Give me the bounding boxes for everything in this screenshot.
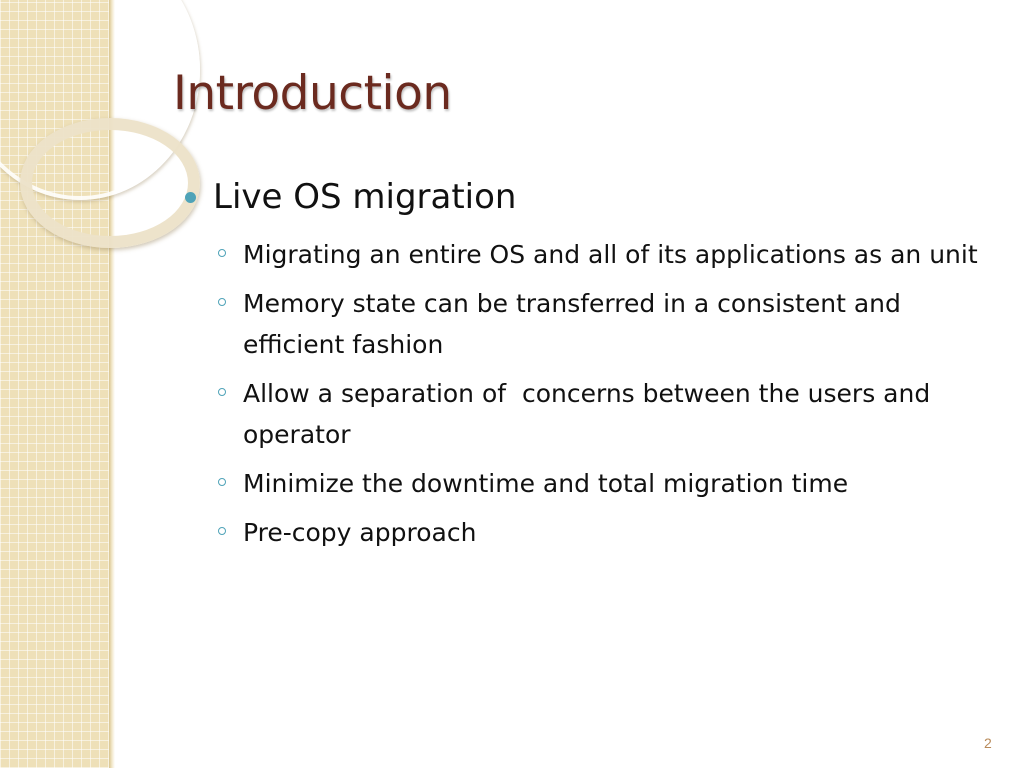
sub-bullet-circle-icon — [218, 527, 226, 535]
slide-title: Introduction — [173, 66, 452, 121]
page-number: 2 — [984, 735, 992, 751]
sub-bullet-text: Minimize the downtime and total migration time — [243, 469, 849, 498]
sub-bullet-circle-icon — [218, 388, 226, 396]
sub-bullet-text: Pre-copy approach — [243, 518, 477, 547]
bullet-dot-icon — [185, 192, 196, 203]
decorative-ring-inner — [20, 118, 200, 248]
sub-bullet-text: Migrating an entire OS and all of its applications as an unit — [243, 240, 978, 269]
sub-bullet-text: Allow a separation of concerns between the users and operator — [243, 379, 939, 449]
sub-bullet-item — [185, 234, 995, 275]
sub-bullet-list — [185, 234, 995, 553]
bullet-level-1 — [185, 174, 995, 220]
sub-bullet-circle-icon — [218, 298, 226, 306]
sub-bullet-text: Memory state can be transferred in a consistent and efficient fashion — [243, 289, 901, 359]
sub-bullet-circle-icon — [218, 249, 226, 257]
sub-bullet-item — [185, 463, 995, 504]
bullet-text: Live OS migration — [213, 177, 517, 217]
sub-bullet-item — [185, 283, 995, 365]
sub-bullet-circle-icon — [218, 478, 226, 486]
slide-content — [185, 174, 995, 561]
sub-bullet-item — [185, 373, 995, 455]
sub-bullet-item — [185, 512, 995, 553]
